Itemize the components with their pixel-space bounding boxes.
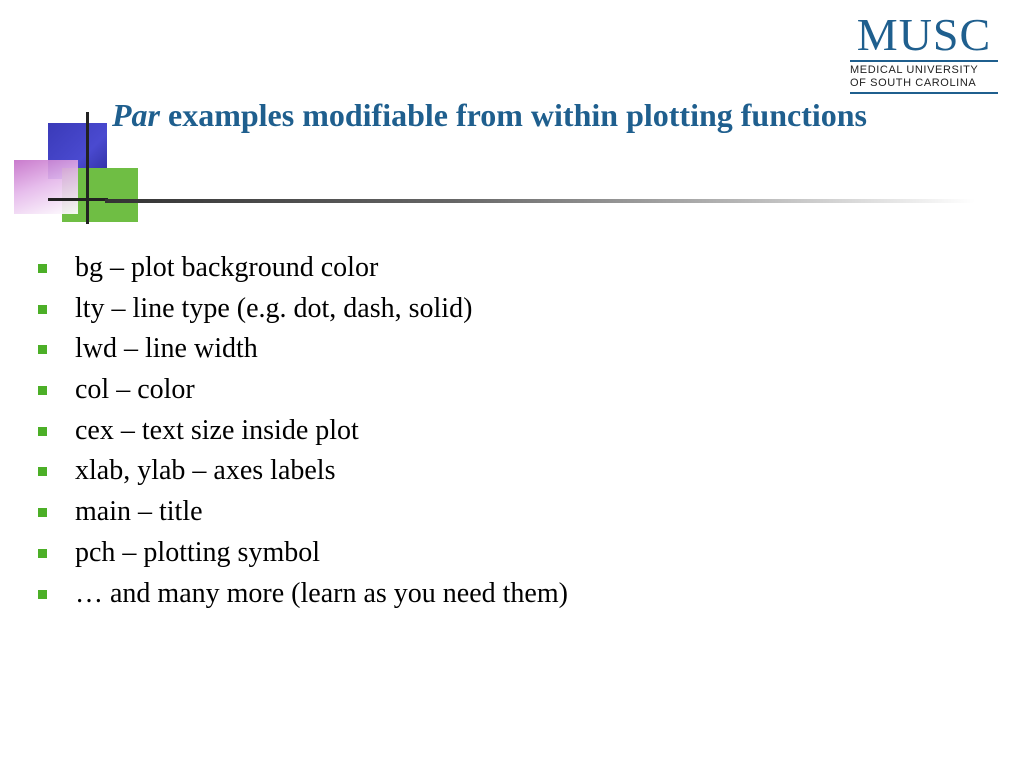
logo-rule-top	[850, 60, 998, 62]
list-item	[38, 289, 568, 330]
bullet-list	[38, 248, 568, 614]
bullet-text: main – title	[75, 496, 203, 528]
title-underline-rule	[105, 199, 975, 203]
slide-title	[112, 92, 912, 138]
square-bullet-icon	[38, 549, 47, 558]
title-emphasis: Par	[112, 97, 160, 133]
square-bullet-icon	[38, 386, 47, 395]
bullet-text: … and many more (learn as you need them)	[75, 577, 568, 609]
bullet-text: pch – plotting symbol	[75, 536, 320, 568]
pink-square-decoration	[14, 160, 78, 214]
title-text: examples modifiable from within plotting functions	[160, 97, 867, 133]
bullet-text: cex – text size inside plot	[75, 414, 359, 446]
square-bullet-icon	[38, 427, 47, 436]
list-item	[38, 451, 568, 492]
musc-logo	[848, 9, 1000, 94]
logo-subtitle-line-1: MEDICAL UNIVERSITY	[850, 64, 979, 76]
square-bullet-icon	[38, 305, 47, 314]
list-item	[38, 574, 568, 615]
list-item	[38, 329, 568, 370]
bullet-text: col – color	[75, 374, 195, 406]
bullet-text: lwd – line width	[75, 333, 258, 365]
vertical-rule-decoration	[86, 112, 89, 224]
square-bullet-icon	[38, 590, 47, 599]
bullet-text: bg – plot background color	[75, 252, 379, 283]
square-bullet-icon	[38, 345, 47, 354]
horizontal-rule-short-decoration	[48, 198, 108, 201]
logo-wordmark: MUSC	[856, 9, 992, 60]
logo-rule-bottom	[850, 92, 998, 94]
bullet-text: lty – line type (e.g. dot, dash, solid)	[75, 292, 473, 324]
logo-subtitle-line-2: OF SOUTH CAROLINA	[850, 77, 977, 89]
bullet-text: xlab, ylab – axes labels	[75, 455, 336, 487]
list-item	[38, 248, 568, 289]
square-bullet-icon	[38, 508, 47, 517]
list-item	[38, 370, 568, 411]
list-item	[38, 533, 568, 574]
list-item	[38, 492, 568, 533]
list-item	[38, 411, 568, 452]
square-bullet-icon	[38, 264, 47, 273]
square-bullet-icon	[38, 467, 47, 476]
